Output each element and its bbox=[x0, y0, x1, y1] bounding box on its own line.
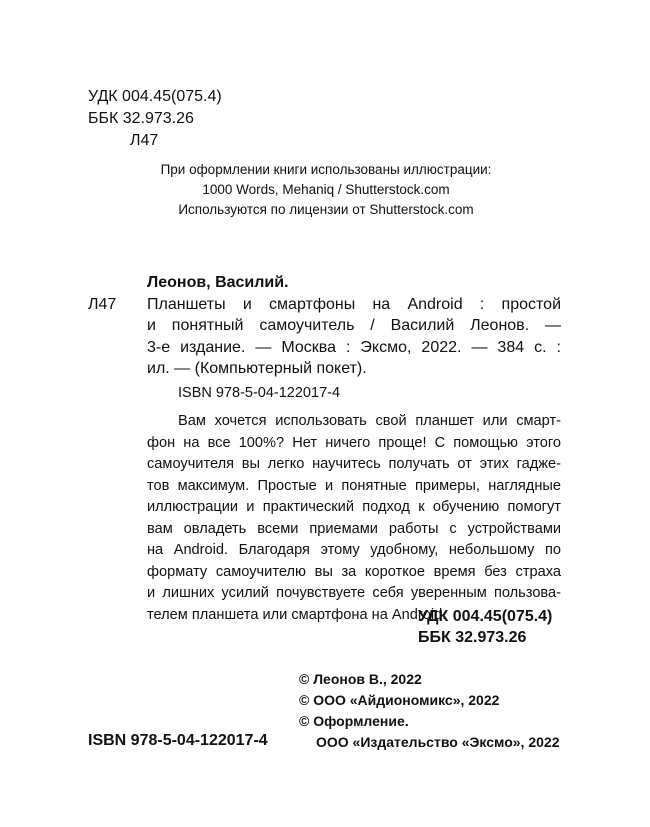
abstract-line: фон на все 100%? Нет ничего проще! С помощью этого bbox=[147, 434, 561, 451]
copyright-design: © Оформление. bbox=[299, 713, 409, 729]
copyright-eksmo: ООО «Издательство «Эксмо», 2022 bbox=[316, 734, 560, 750]
abstract-line: на Android. Благодаря этому удобному, небольшому по bbox=[147, 542, 561, 558]
footer-bbk-code: ББК 32.973.26 bbox=[418, 629, 527, 646]
footer-isbn: ISBN 978-5-04-122017-4 bbox=[88, 732, 268, 749]
illustration-notice-line: 1000 Words, Mehaniq / Shutterstock.com bbox=[202, 182, 450, 197]
abstract bbox=[147, 411, 561, 626]
bbk-code: ББК 32.973.26 bbox=[88, 110, 194, 127]
copyright-author: © Леонов В., 2022 bbox=[299, 671, 422, 687]
record-isbn: ISBN 978-5-04-122017-4 bbox=[178, 385, 341, 401]
abstract-line: тов максимум. Простые и понятные примеры, наглядные bbox=[147, 477, 561, 494]
abstract-line: телем планшета или смартфона на Android. bbox=[147, 606, 447, 623]
abstract-line: самоучителя вы легко научитесь получать от этих гадже- bbox=[147, 456, 561, 472]
bibliographic-description bbox=[147, 294, 561, 379]
abstract-line: вам овладеть всеми приемами работы с устройствами bbox=[147, 520, 561, 537]
record-author-mark: Л47 bbox=[88, 296, 117, 313]
abstract-line: Вам хочется использовать свой планшет или смарт- bbox=[178, 413, 561, 429]
author-mark: Л47 bbox=[130, 132, 159, 149]
abstract-line: и лишних усилий почувствуете себя уверенным пользова- bbox=[147, 585, 561, 601]
description-line: Планшеты и смартфоны на Android : простой bbox=[147, 296, 561, 313]
illustration-notice-line: При оформлении книги использованы иллюстрации: bbox=[160, 162, 492, 177]
footer-udk-code: УДК 004.45(075.4) bbox=[418, 608, 553, 625]
udk-code: УДК 004.45(075.4) bbox=[88, 88, 222, 105]
description-line: и понятный самоучитель / Василий Леонов. — bbox=[147, 317, 561, 335]
abstract-line: формату самоучителю вы за короткое время без страха bbox=[147, 563, 561, 580]
author-heading: Леонов, Василий. bbox=[147, 274, 289, 291]
illustration-notice bbox=[100, 160, 552, 220]
description-line: ил. — (Компьютерный покет). bbox=[147, 359, 367, 377]
abstract-line: иллюстрации и практический подход к обучению помогут bbox=[147, 499, 561, 515]
copyright-aidionomix: © ООО «Айдиономикс», 2022 bbox=[299, 692, 500, 708]
illustration-notice-line: Используются по лицензии от Shutterstock.com bbox=[178, 202, 474, 217]
description-line: 3-е издание. — Москва : Эксмо, 2022. — 384 с. : bbox=[147, 338, 561, 356]
